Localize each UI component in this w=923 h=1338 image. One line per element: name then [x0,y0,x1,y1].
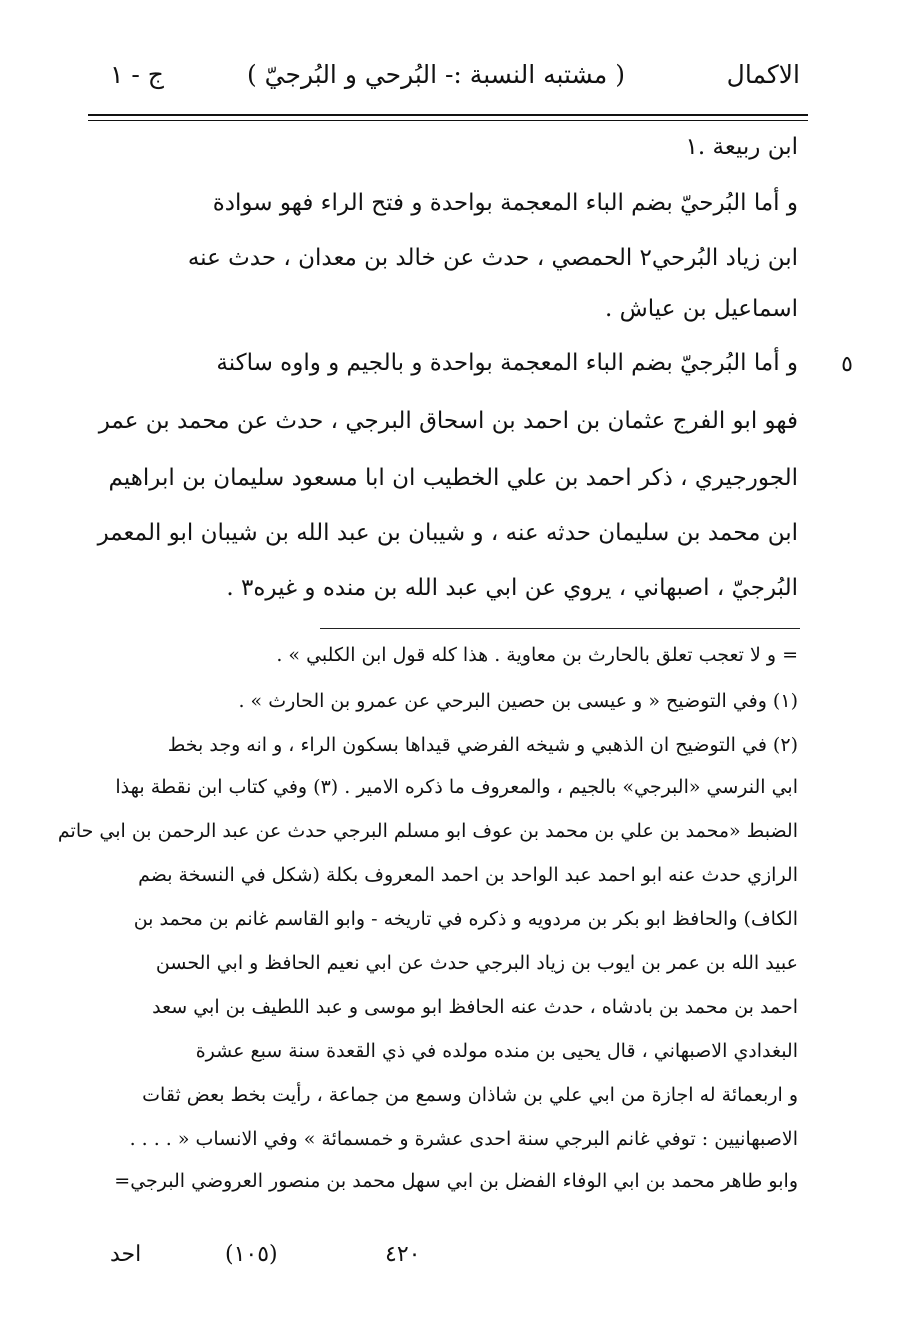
footnote-line: وابو طاهر محمد بن ابي الوفاء الفضل بن ابي سهل محمد بن منصور العروضي البرجي= [114,1170,798,1192]
text-line: فهو ابو الفرج عثمان بن احمد بن اسحاق البرجي ، حدث عن محمد بن عمر [98,408,798,434]
text-line: الجورجيري ، ذكر احمد بن علي الخطيب ان ابا مسعود سليمان بن ابراهيم [108,465,798,491]
header-rule-thin [88,120,808,121]
header-rule-thick [88,114,808,116]
text-line: ابن ربيعة .١ [685,134,798,160]
running-header [100,50,800,100]
text-line: اسماعيل بن عياش . [605,296,798,322]
text-line: و أما البُرحيّ بضم الباء المعجمة بواحدة و فتح الراء فهو سوادة [212,190,798,216]
footnote-line: الاصبهانيين : توفي غانم البرجي سنة احدى عشرة و خمسمائة » وفي الانساب « . . . . [129,1128,798,1150]
text-line: البُرجيّ ، اصبهاني ، يروي عن ابي عبد الله بن منده و غيره٣ . [226,575,798,601]
section-title: ( مشتبه النسبة :- البُرحي و البُرجيّ ) [246,60,625,89]
text-line: ابن زياد البُرحي٢ الحمصي ، حدث عن خالد بن معدان ، حدث عنه [187,245,798,271]
page-footer [100,1235,800,1275]
footnote-line: الضبط «محمد بن علي بن محمد بن عوف ابو مسلم البرجي حدث عن عبد الرحمن بن ابي حاتم [57,820,798,842]
footnote-line: (٢) في التوضيح ان الذهبي و شيخه الفرضي قيداها بسكون الراء ، و انه وجد بخط [167,734,798,756]
book-title: الاكمال [726,60,800,89]
footnote-line: عبيد الله بن عمر بن ايوب بن زياد البرجي حدث عن ابي نعيم الحافظ و ابي الحسن [155,952,798,974]
footnote-line: = و لا تعجب تعلق بالحارث بن معاوية . هذا كله قول ابن الكلبي » . [276,644,798,666]
paragraph-number: ٥ [841,352,853,377]
catchword: احد [110,1242,142,1267]
footnote-line: ابي النرسي «البرجي» بالجيم ، والمعروف ما ذكره الامير . (٣) وفي كتاب ابن نقطة بهذا [115,776,798,798]
footnote-line: احمد بن محمد بن بادشاه ، حدث عنه الحافظ ابو موسى و عبد اللطيف بن ابي سعد [152,996,798,1018]
text-line: و أما البُرجيّ بضم الباء المعجمة بواحدة و بالجيم و واوه ساكنة [216,350,798,376]
footnote-line: (١) وفي التوضيح « و عيسى بن حصين البرحي عن عمرو بن الحارث » . [238,690,798,712]
page-number: ٤٢٠ [385,1242,421,1267]
footnote-line: الكاف) والحافظ ابو بكر بن مردويه و ذكره في تاريخه - وابو القاسم غانم بن محمد بن [133,908,798,930]
text-line: ابن محمد بن سليمان حدثه عنه ، و شيبان بن عبد الله بن شيبان ابو المعمر [97,520,798,546]
footnote-separator [320,628,800,629]
footnote-line: البغدادي الاصبهاني ، قال يحيى بن منده مولده في ذي القعدة سنة سبع عشرة [195,1040,798,1062]
footnote-line: و اربعمائة له اجازة من ابي علي بن شاذان وسمع من جماعة ، رأيت بخط بعض ثقات [142,1084,798,1106]
leaf-number: (١٠٥) [225,1242,278,1267]
volume-label: ج - ١ [110,60,164,89]
footnote-line: الرازي حدث عنه ابو احمد عبد الواحد بن احمد المعروف بكلة (شكل في النسخة بضم [138,864,798,886]
